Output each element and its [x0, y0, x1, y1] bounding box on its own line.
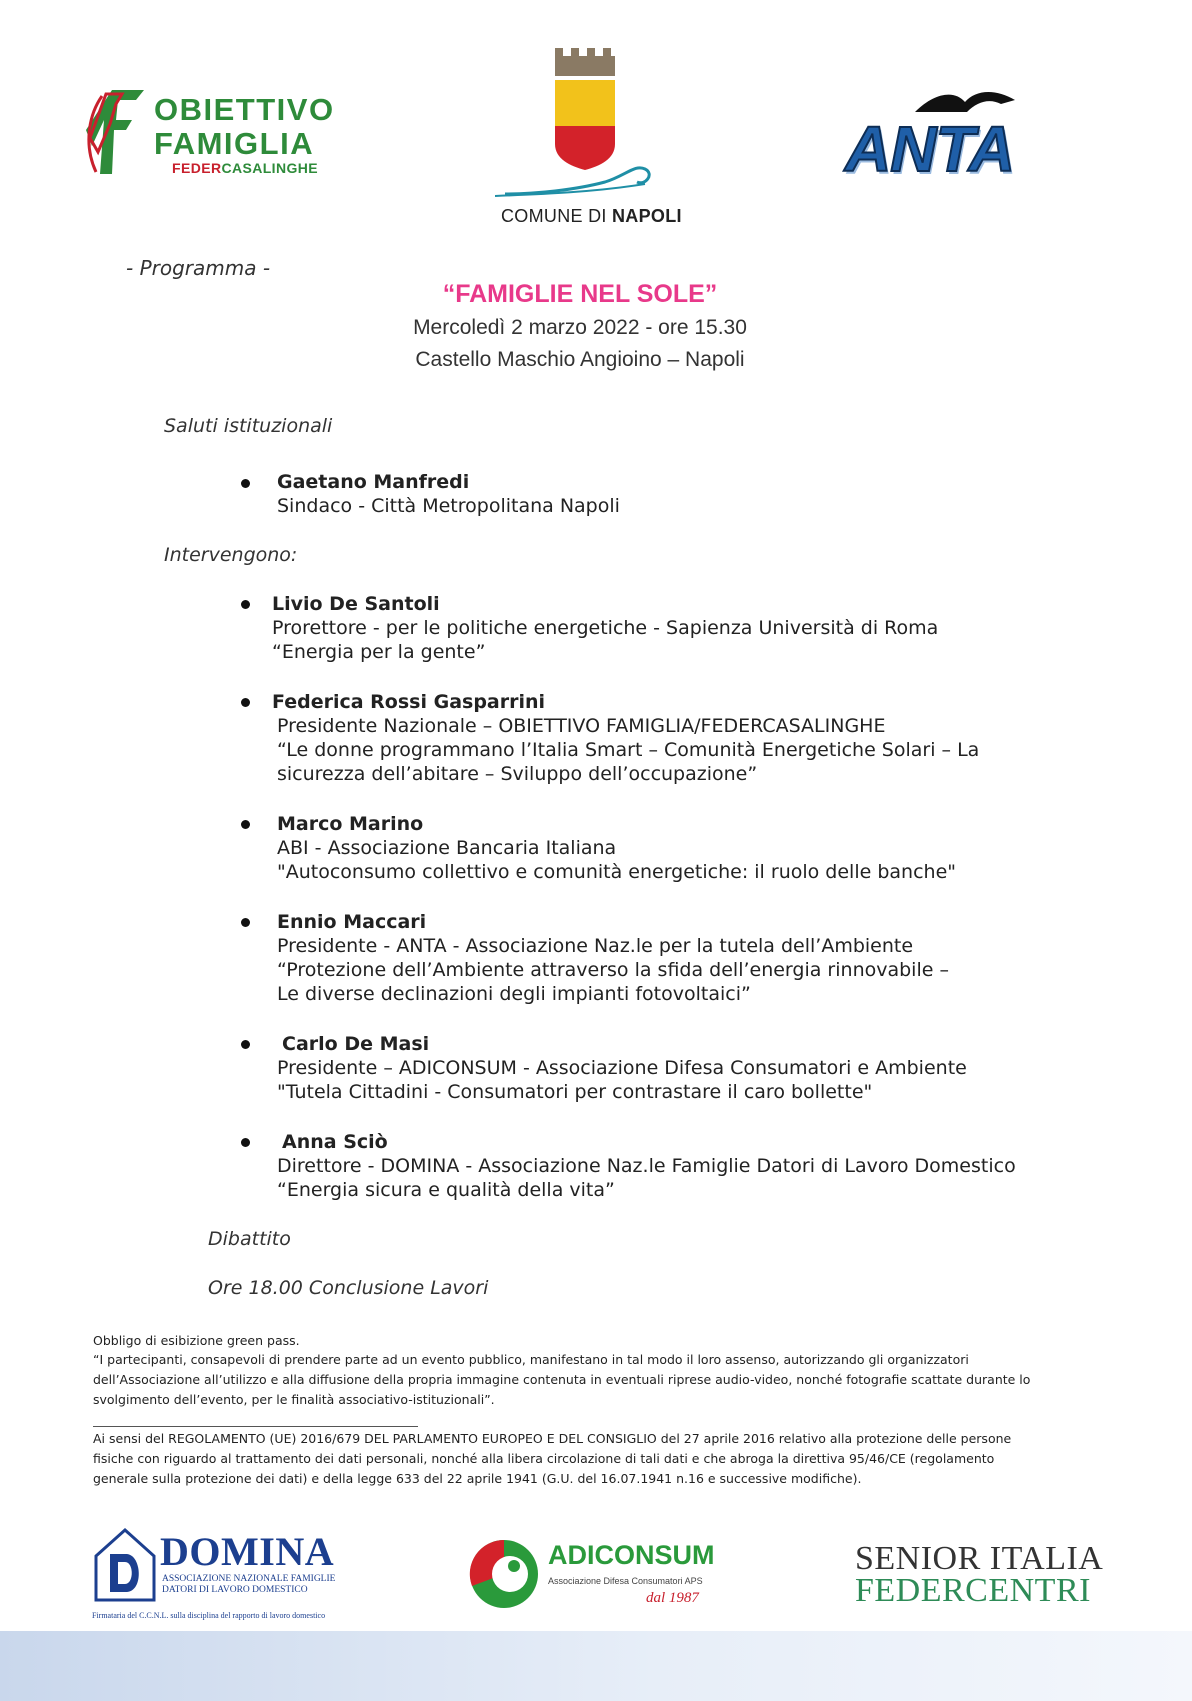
speaker-carlo-de-masi	[277, 1032, 967, 1104]
speaker-livio-de-santoli	[272, 592, 938, 664]
speaker-role: Sindaco - Città Metropolitana Napoli	[277, 495, 620, 517]
speaker-topic-cont: sicurezza dell’abitare – Sviluppo dell’occupazione”	[277, 763, 758, 785]
obiettivo-famiglia-logo	[82, 86, 342, 178]
anta-logo	[845, 82, 1105, 185]
speaker-name: Ennio Maccari	[277, 911, 427, 933]
speaker-anna-scio	[277, 1130, 1016, 1202]
speaker-topic: "Autoconsumo collettivo e comunità energetiche: il ruolo delle banche"	[277, 861, 956, 883]
consent-note: “I partecipanti, consapevoli di prendere parte ad un evento pubblico, manifestano in tal modo il loro assenso, autorizzando gli organizzatori dell’Associazione all’utilizzo e alla diffusione della propria immagine contenuta in eventuali riprese audio-video, nonché fotografie scattate durante lo svolgimento dell’evento, per le finalità associativo-istituzionali”.	[93, 1352, 1031, 1407]
senior-italia-logo	[855, 1540, 1115, 1610]
event-place: Castello Maschio Angioino – Napoli	[415, 348, 745, 371]
conclusione-label: Ore 18.00 Conclusione Lavori	[208, 1277, 489, 1299]
programma-label: - Programma -	[126, 256, 271, 280]
famiglia-text: FAMIGLIA	[154, 126, 315, 161]
speaker-name: Carlo De Masi	[282, 1033, 430, 1055]
domina-logo	[92, 1526, 357, 1626]
event-title: “FAMIGLIE NEL SOLE”	[442, 280, 718, 308]
adiconsum-logo	[466, 1536, 726, 1616]
speaker-name: Marco Marino	[277, 813, 424, 835]
speaker-topic: “Energia sicura e qualità della vita”	[277, 1179, 615, 1201]
comune-di-napoli-logo	[495, 44, 705, 234]
speaker-name: Federica Rossi Gasparrini	[272, 691, 546, 713]
bullet	[241, 918, 250, 927]
speaker-name: Anna Sciò	[282, 1131, 388, 1153]
speaker-topic: "Tutela Cittadini - Consumatori per contrastare il caro bollette"	[277, 1081, 873, 1103]
footnote-divider	[93, 1426, 418, 1427]
domina-subtitle: ASSOCIAZIONE NAZIONALE FAMIGLIE DATORI DI LAVORO DOMESTICO	[162, 1574, 336, 1595]
speaker-name: Gaetano Manfredi	[277, 471, 470, 493]
adiconsum-circle-icon	[466, 1536, 542, 1612]
green-pass-note: Obbligo di esibizione green pass.	[93, 1333, 300, 1348]
gdpr-note: Ai sensi del REGOLAMENTO (UE) 2016/679 DEL PARLAMENTO EUROPEO E DEL CONSIGLIO del 27 aprile 2016 relativo alla protezione delle persone fisiche con riguardo al trattamento dei dati personali, nonché alla libera circolazione di tali dati e che abroga la direttiva 95/46/CE (regolamento generale sulla protezione dei dati) e della legge 633 del 22 aprile 1941 (G.U. del 16.07.1941 n.16 e successive modifiche).	[93, 1431, 1012, 1486]
bullet	[241, 600, 250, 609]
speaker-gaetano-manfredi	[277, 470, 620, 518]
speaker-federica-rossi-gasparrini	[272, 690, 979, 786]
speaker-ennio-maccari	[277, 910, 949, 1006]
anta-wordmark: ANTA	[845, 113, 1014, 185]
bullet	[241, 1138, 250, 1147]
event-date: Mercoledì 2 marzo 2022 - ore 15.30	[413, 316, 747, 339]
speaker-role: Direttore - DOMINA - Associazione Naz.le Famiglie Datori di Lavoro Domestico	[277, 1155, 1016, 1177]
speaker-topic: “Energia per la gente”	[272, 641, 486, 663]
adiconsum-subtitle: Associazione Difesa Consumatori APS	[548, 1576, 703, 1586]
speaker-topic: “Protezione dell’Ambiente attraverso la sfida dell’energia rinnovabile –	[277, 959, 949, 981]
speaker-topic: “Le donne programmano l’Italia Smart – Comunità Energetiche Solari – La	[277, 739, 980, 761]
comune-di-napoli-text: COMUNE DI NAPOLI	[501, 206, 682, 226]
adiconsum-since: dal 1987	[646, 1590, 699, 1606]
bullet	[241, 698, 250, 707]
adiconsum-wordmark: ADICONSUM	[548, 1540, 715, 1570]
speaker-role: Presidente - ANTA - Associazione Naz.le per la tutela dell’Ambiente	[277, 935, 914, 957]
speaker-role: ABI - Associazione Bancaria Italiana	[277, 837, 617, 859]
bullet	[241, 1040, 250, 1049]
domina-wordmark: DOMINA	[160, 1529, 335, 1574]
napoli-crest-icon	[495, 44, 705, 204]
domina-footnote: Firmataria del C.C.N.L. sulla disciplina del rapporto di lavoro domestico	[92, 1611, 326, 1620]
senior-italia-text: SENIOR ITALIA	[855, 1540, 1104, 1577]
saluti-heading: Saluti istituzionali	[164, 415, 333, 437]
speaker-topic-cont: Le diverse declinazioni degli impianti fotovoltaici”	[277, 983, 751, 1005]
bullet	[241, 479, 250, 488]
speaker-role: Presidente Nazionale – OBIETTIVO FAMIGLIA/FEDERCASALINGHE	[277, 715, 886, 737]
domina-house-icon	[92, 1526, 158, 1604]
speaker-marco-marino	[277, 812, 956, 884]
bullet	[241, 820, 250, 829]
bottom-band	[0, 1631, 1192, 1701]
dibattito-label: Dibattito	[208, 1228, 291, 1250]
obiettivo-famiglia-mark-icon	[82, 86, 158, 178]
speaker-role: Prorettore - per le politiche energetiche - Sapienza Università di Roma	[272, 617, 939, 639]
speaker-name: Livio De Santoli	[272, 593, 440, 615]
intervengono-heading: Intervengono:	[164, 544, 298, 566]
speaker-role: Presidente – ADICONSUM - Associazione Difesa Consumatori e Ambiente	[277, 1057, 967, 1079]
federcentri-text: FEDERCENTRI	[855, 1572, 1091, 1609]
obiettivo-text: OBIETTIVO	[154, 92, 335, 127]
federcasalinghe-text: FEDERCASALINGHE	[172, 160, 319, 176]
